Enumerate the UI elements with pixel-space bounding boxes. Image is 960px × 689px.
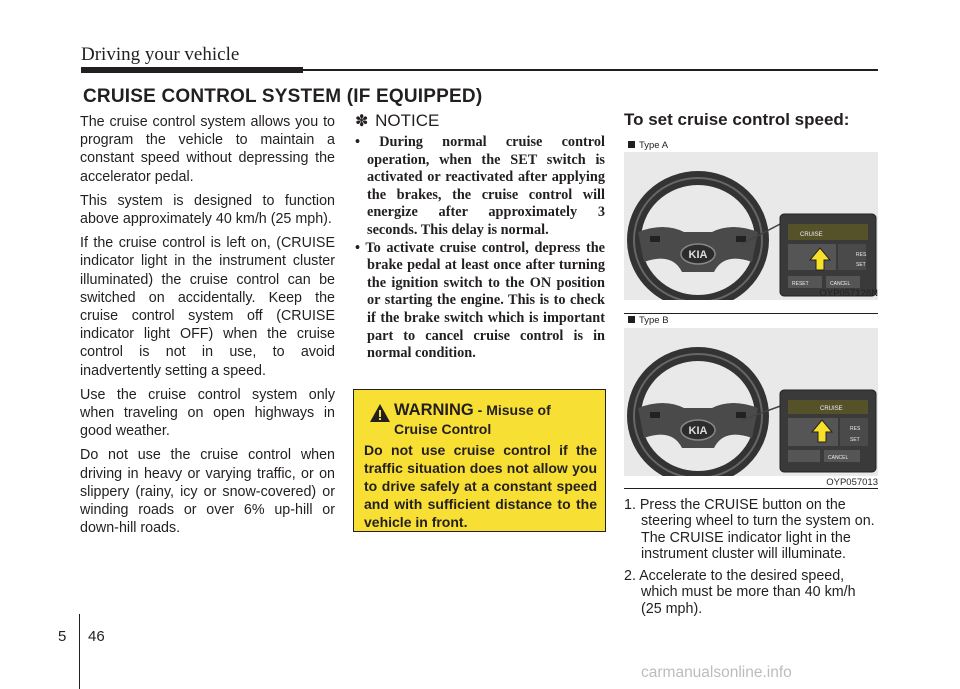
intro-column	[80, 113, 335, 543]
figure-steering-type-b	[624, 328, 878, 488]
figure-code: OYP057013	[826, 477, 878, 488]
intro-paragraph: This system is designed to function above approximately 40 km/h (25 mph).	[80, 192, 335, 228]
svg-text:CANCEL: CANCEL	[828, 455, 849, 461]
svg-text:CRUISE: CRUISE	[820, 406, 843, 412]
notice-title: NOTICE	[375, 111, 440, 130]
svg-text:CRUISE: CRUISE	[800, 232, 823, 238]
figure-type-label: Type B	[628, 315, 669, 326]
square-bullet-icon	[628, 316, 635, 323]
header-title: Driving your vehicle	[81, 44, 240, 65]
figure-type-label: Type A	[628, 140, 668, 151]
step-item: 2. Accelerate to the desired speed, which must be more than 40 km/h (25 mph).	[624, 568, 856, 617]
page-number: 46	[88, 628, 105, 645]
warning-triangle-icon	[369, 403, 391, 423]
notice-heading	[355, 111, 439, 131]
svg-text:SET: SET	[850, 437, 860, 443]
svg-text:KIA: KIA	[688, 249, 708, 261]
page-number-divider	[79, 614, 80, 689]
steering-wheel-type-b-icon	[624, 328, 878, 476]
figure-code: OYP057128N	[819, 288, 878, 299]
intro-paragraph: Do not use the cruise control when driving in heavy or varying traffic, or on slippery (rainy, icy or snow-covered) or winding roads or over 6% up-hill or down-hill roads.	[80, 447, 335, 537]
warning-text: Do not use cruise control if the traffic situation does not allow you to drive safely at a constant speed and with sufficient distance to the vehicle in front.	[364, 442, 597, 530]
warning-subtitle: - Misuse of	[473, 402, 551, 418]
warning-subtitle-2: Cruise Control	[394, 421, 492, 437]
notice-item: • To activate cruise control, depress the brake pedal at least once after turning the ignition switch to the ON position or starting the engine. This is to check if the brake switch which is important part to cancel cruise control is in normal condition.	[355, 239, 605, 362]
svg-text:SET: SET	[856, 262, 866, 268]
svg-text:KIA: KIA	[688, 425, 708, 437]
intro-paragraph: If the cruise control is left on, (CRUISE indicator light in the instrument cluster illuminated) the cruise control can be switched on accidentally. Keep the cruise control system off (CRUISE indicator light OFF) when the cruise control is not in use, to avoid inadvertently setting a speed.	[80, 235, 335, 379]
header-rule-thick	[81, 67, 303, 73]
watermark[interactable]: carmanualsonline.info	[641, 664, 792, 681]
square-bullet-icon	[628, 141, 635, 148]
figure-divider	[624, 488, 878, 489]
svg-text:RESET: RESET	[792, 281, 809, 287]
figure-divider	[624, 313, 878, 314]
cruise-set-title: To set cruise control speed:	[624, 110, 850, 129]
steering-wheel-type-a-icon	[624, 152, 878, 300]
notice-item: • During normal cruise control operation, when the SET switch is activated or reactivated after applying the brakes, the cruise control will energize after approximately 3 seconds. This delay is normal.	[355, 134, 605, 238]
warning-box	[353, 389, 606, 532]
notice-star-icon: ✽	[355, 113, 369, 130]
svg-text:RES: RES	[856, 252, 867, 258]
svg-text:CANCEL: CANCEL	[830, 281, 851, 287]
notice-list	[355, 134, 605, 363]
header-rule-thin	[303, 69, 878, 71]
figure-steering-type-a	[624, 152, 878, 300]
intro-paragraph: Use the cruise control system only when traveling on open highways in good weather.	[80, 386, 335, 440]
warning-label: WARNING	[394, 401, 474, 419]
steps-list	[624, 497, 880, 623]
step-item: 1. Press the CRUISE button on the steering wheel to turn the system on. The CRUISE indicator light in the instrument cluster will illuminate.	[624, 497, 875, 562]
section-title: CRUISE CONTROL SYSTEM (IF EQUIPPED)	[83, 86, 483, 107]
warning-heading	[394, 401, 551, 420]
intro-paragraph: The cruise control system allows you to program the vehicle to maintain a constant speed without depressing the accelerator pedal.	[80, 114, 335, 185]
section-number: 5	[58, 628, 67, 645]
svg-text:RES: RES	[850, 426, 861, 432]
